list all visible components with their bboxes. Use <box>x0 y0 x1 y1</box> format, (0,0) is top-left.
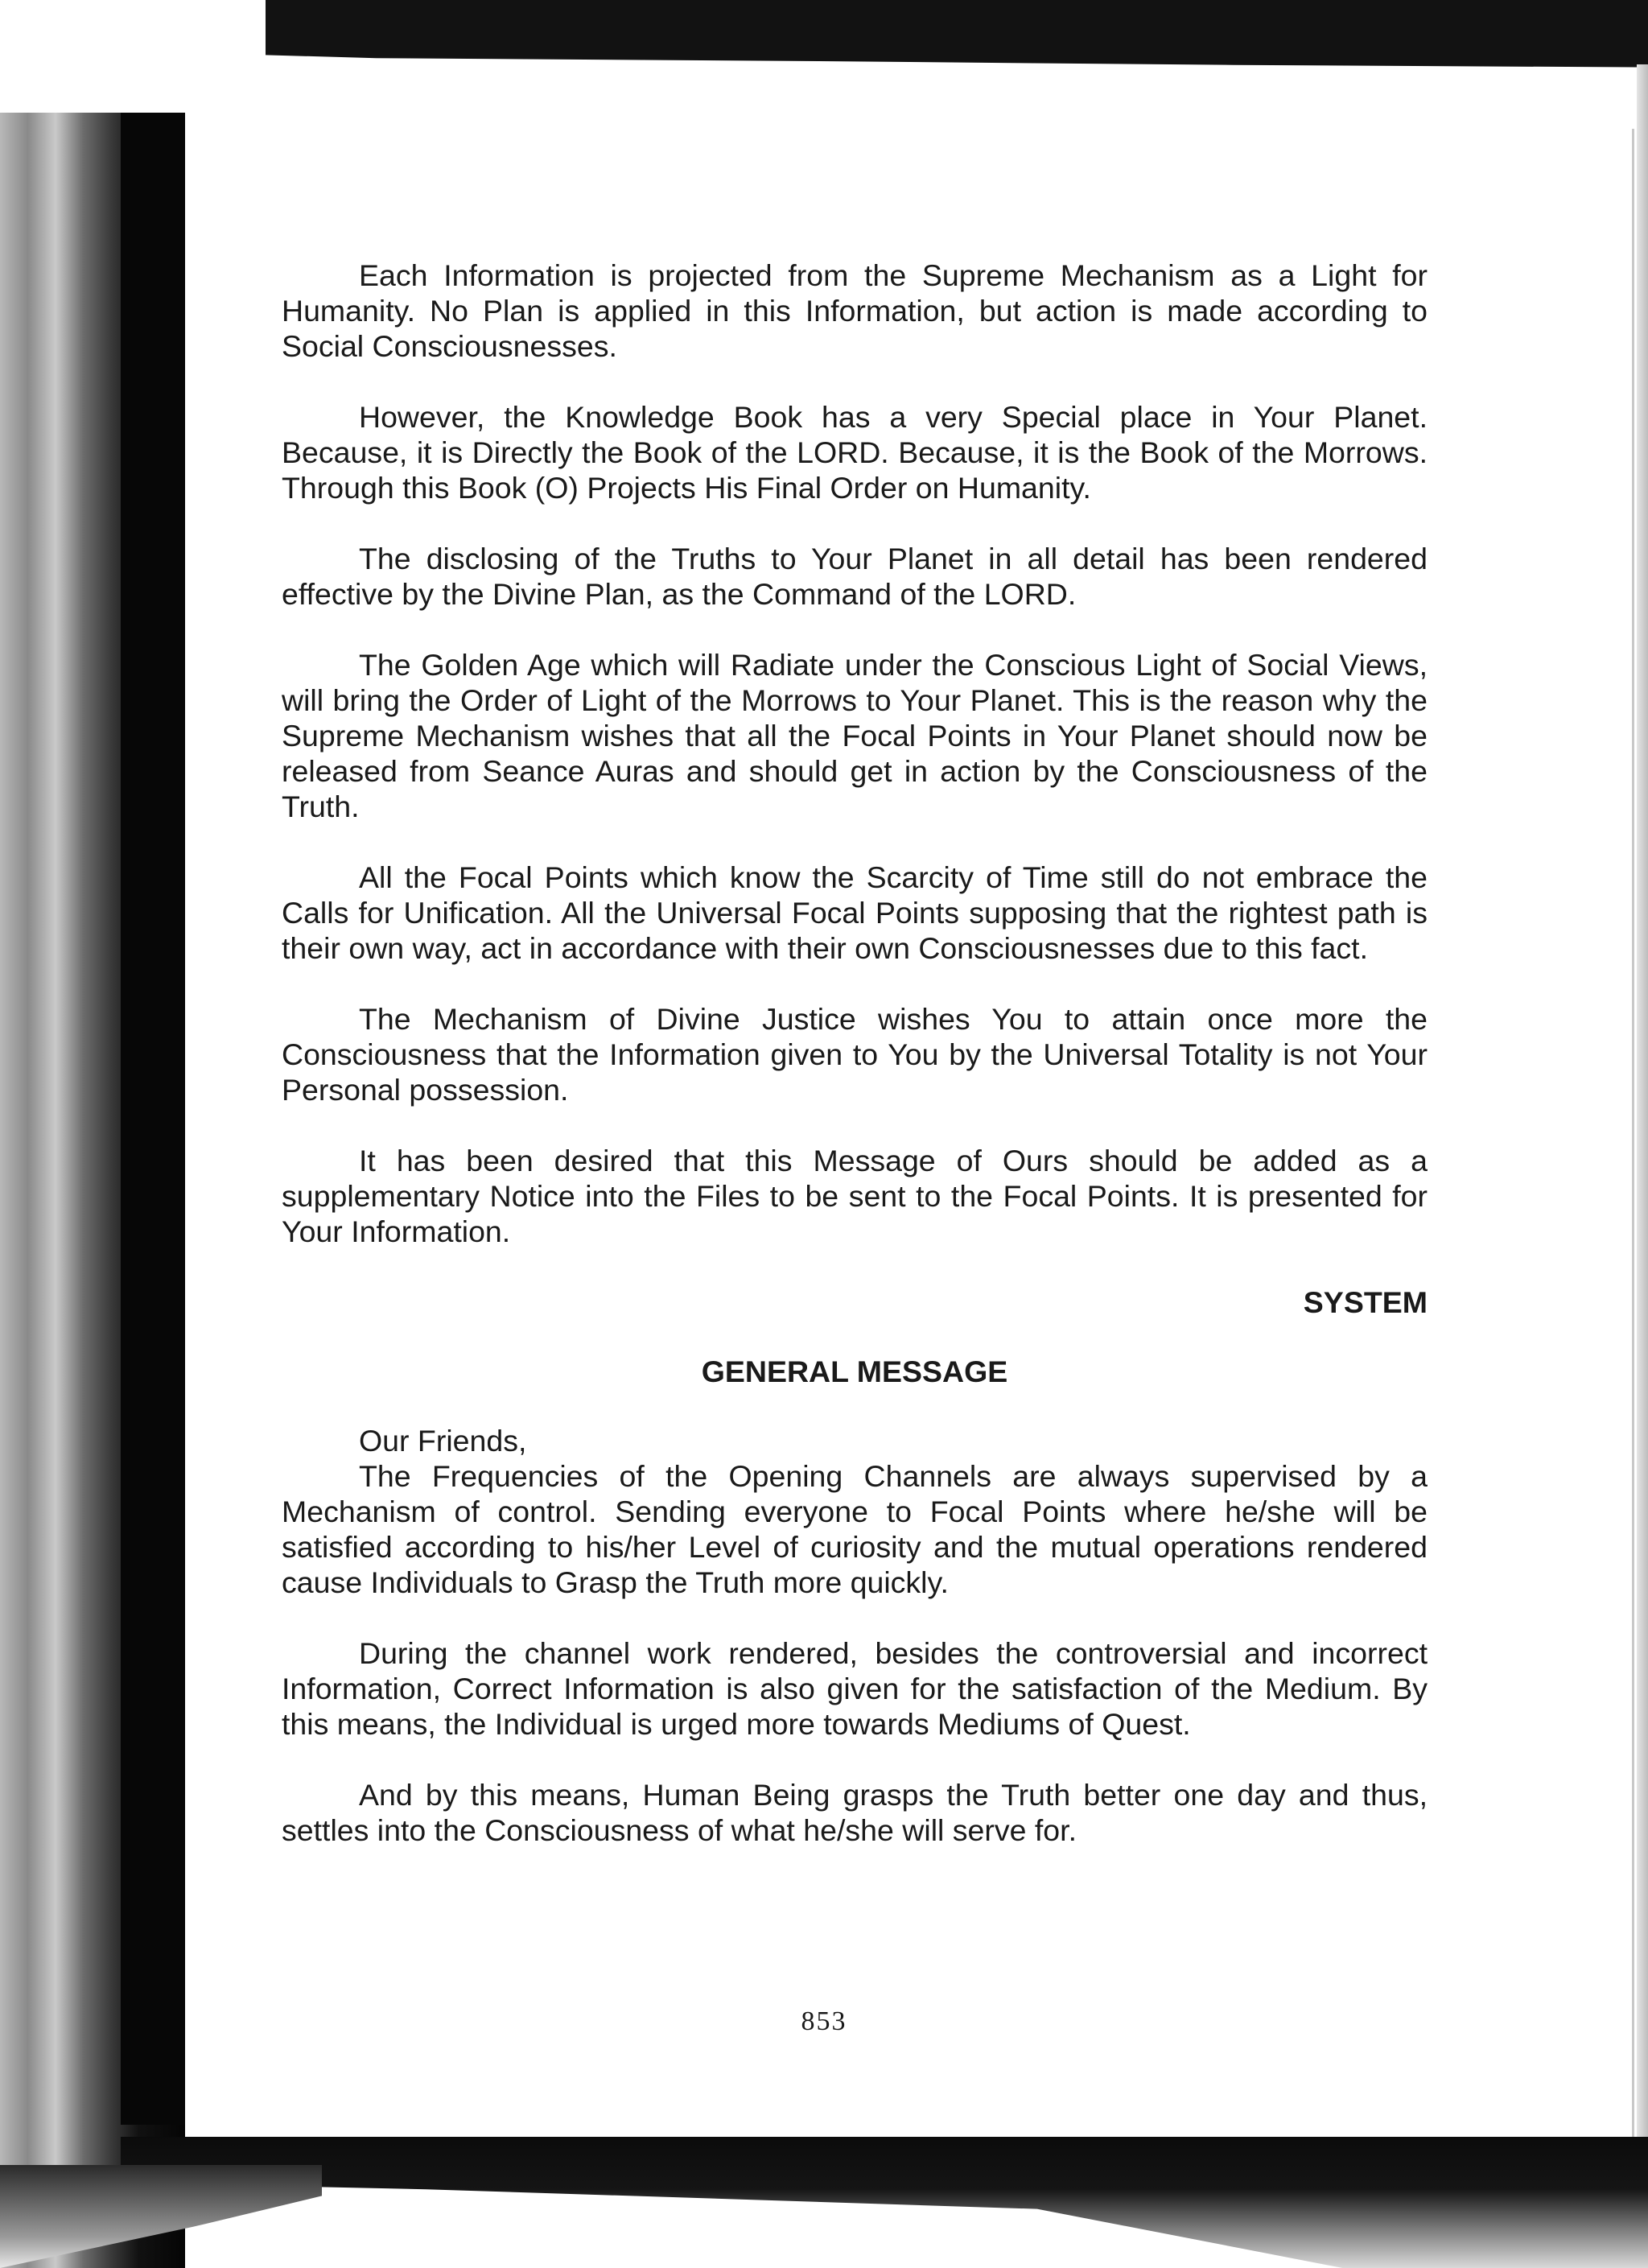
paragraph: The Golden Age which will Radiate under the Conscious Light of Social Views, will bring the Order of Light of the Morrows to Your Planet. This is the reason why the Supreme Mechanism wishes that all the Focal Points in Your Planet should now be released from Seance Auras and should get in action by the Consciousness of the Truth. <box>282 648 1428 823</box>
paragraph: Each Information is projected from the Supreme Mechanism as a Light for Humanity. No Plan is applied in this Information, but action is made according to Social Consciousnesses. <box>282 258 1428 363</box>
paragraph: The disclosing of the Truths to Your Planet in all detail has been rendered effective by the Divine Plan, as the Command of the LORD. <box>282 542 1428 611</box>
page-right-edge-line <box>1632 129 1634 2141</box>
scan-bottom-shadow <box>121 2137 1648 2268</box>
section-heading: GENERAL MESSAGE <box>701 1355 1008 1388</box>
paragraph: The Mechanism of Divine Justice wishes You to attain once more the Consciousness that the Information given to You by the Universal Totality is not Your Personal possession. <box>282 1002 1428 1107</box>
paragraph: It has been desired that this Message of Ours should be added as a supplementary Notice into the Files to be sent to the Focal Points. It is presented for Your Information. <box>282 1144 1428 1248</box>
salutation: Our Friends, <box>359 1424 527 1458</box>
page-right-edge <box>1637 64 1648 2157</box>
paragraph: All the Focal Points which know the Scarcity of Time still do not embrace the Calls for Unification. All the Universal Focal Points supposing that the rightest path is their own way, act in accordance with their own Consciousnesses due to this fact. <box>282 860 1428 965</box>
signature: SYSTEM <box>1303 1285 1428 1319</box>
book-spine-dark <box>121 113 185 2125</box>
paragraph: The Frequencies of the Opening Channels are always supervised by a Mechanism of control. Sending everyone to Focal Points where he/she will be satisfied according to his/her Level of curiosity and the mutual operations rendered cause Individuals to Grasp the Truth more quickly. <box>282 1459 1428 1599</box>
paragraph: And by this means, Human Being grasps the Truth better one day and thus, settles into the Consciousness of what he/she will serve for. <box>282 1778 1428 1847</box>
paragraph: However, the Knowledge Book has a very Special place in Your Planet. Because, it is Directly the Book of the LORD. Because, it is the Book of the Morrows. Through this Book (O) Projects His Final Order on Humanity. <box>282 400 1428 505</box>
page-body <box>282 258 1428 1883</box>
page-number: 853 <box>801 2006 847 2036</box>
paragraph: During the channel work rendered, besides the controversial and incorrect Information, Correct Information is also given for the satisfaction of the Medium. By this means, the Individual is urged more towards Mediums of Quest. <box>282 1636 1428 1741</box>
